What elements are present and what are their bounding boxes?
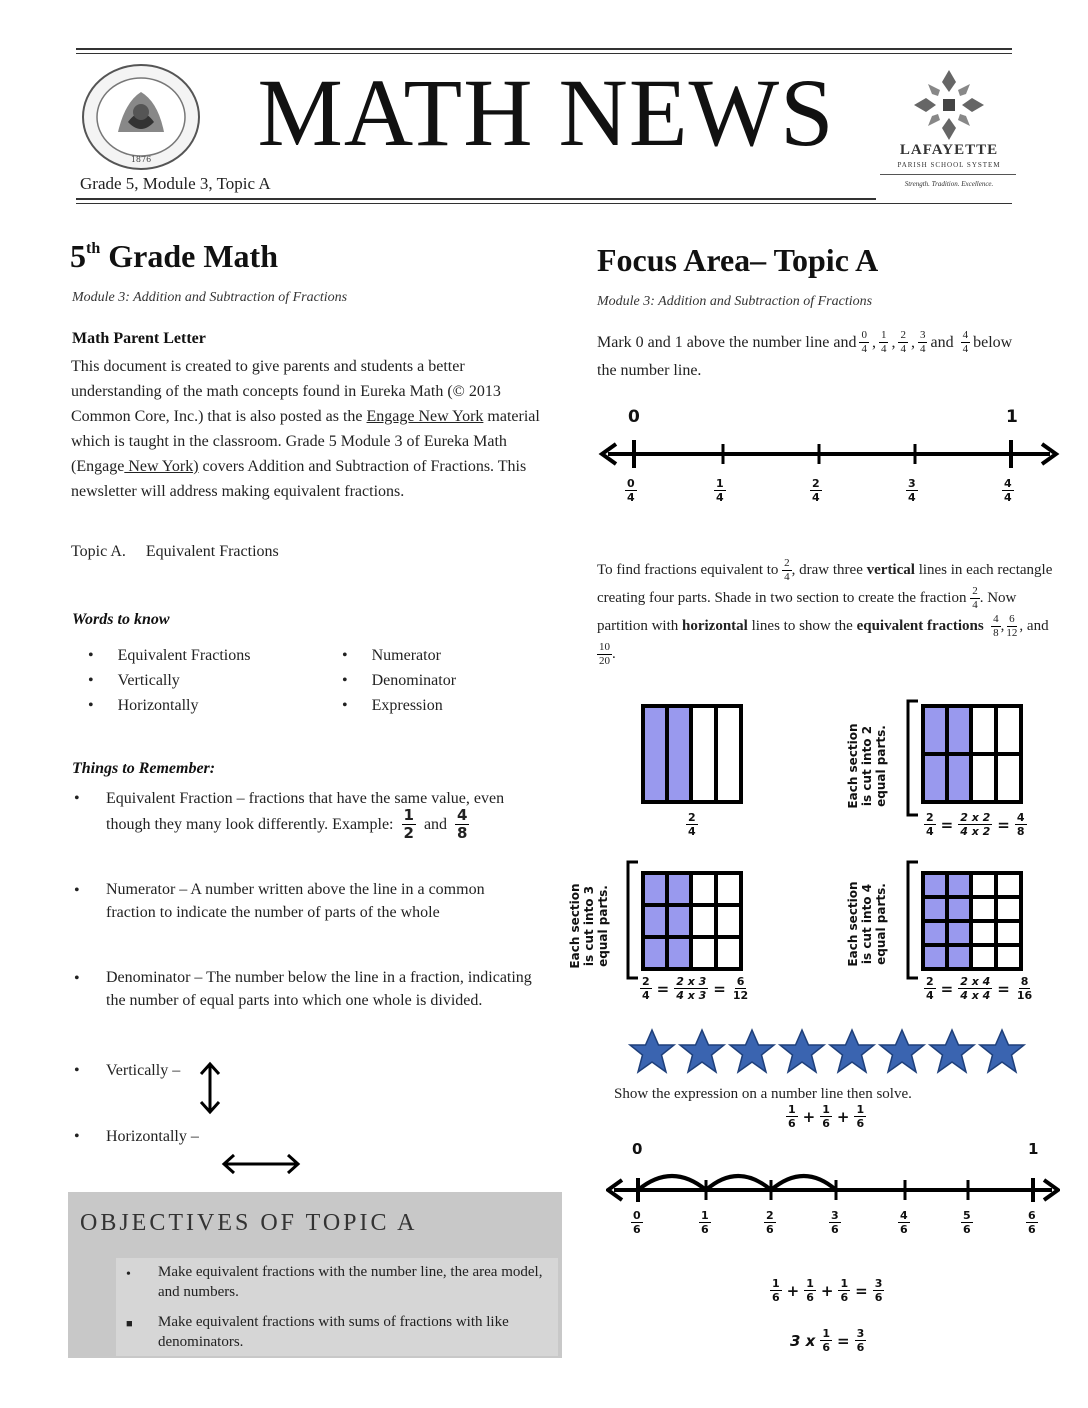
bullet-dot: •	[126, 1267, 131, 1282]
remember-1b: though they many look differently. Example: $\frac{1}{2}$ and $\frac{4}{8}$	[106, 806, 468, 842]
bullet-dot: •	[74, 1062, 80, 1079]
words-list-1	[88, 643, 250, 718]
top-rule-2	[76, 53, 1012, 54]
star-icon	[630, 1030, 674, 1072]
stars-divider	[628, 1028, 1028, 1074]
numberline1-label: $\frac{3}{4}$	[908, 477, 916, 504]
example-fraction-2: $\frac{4}{8}$	[457, 806, 468, 842]
numberline2-label: $\frac{6}{6}$	[1028, 1209, 1036, 1236]
left-heading-sup: th	[86, 240, 101, 257]
numberline1-label: $\frac{2}{4}$	[812, 477, 820, 504]
right-module: Module 3: Addition and Subtraction of Fractions	[597, 294, 873, 309]
left-heading-number: 5	[70, 238, 86, 274]
star-icon	[830, 1030, 874, 1072]
mark-instruction: Mark 0 and 1 above the number line and $\frac{0}{4}$ , $\frac{1}{4}$ , $\frac{2}{4}$ , $\frac{3}{4}$ and $\frac{4}{4}$ below	[597, 329, 1013, 355]
area-model-2-4	[640, 703, 744, 805]
star-icon	[780, 1030, 824, 1072]
list-item: • Horizontally	[88, 697, 199, 714]
topic-line: Topic A. Equivalent Fractions	[71, 543, 279, 560]
star-icon	[930, 1030, 974, 1072]
star-icon	[680, 1030, 724, 1072]
list-item: • Expression	[342, 697, 443, 714]
objective-1: Make equivalent fractions with the number line, the area model, and numbers.	[158, 1264, 543, 1300]
numberline2-label: $\frac{3}{6}$	[831, 1209, 839, 1236]
letter-p3: covers Addition and Subtraction of Fractions. This newsletter will address making equivalent fractions.	[71, 458, 527, 500]
svg-text:1876: 1876	[130, 155, 152, 164]
objectives-title: OBJECTIVES OF TOPIC A	[80, 1210, 418, 1236]
list-item: • Denominator	[342, 672, 457, 689]
numberline1-label: $\frac{4}{4}$	[1004, 477, 1012, 504]
engage-link-2[interactable]: New York)	[124, 458, 199, 475]
remember-2: Numerator – A number written above the line in a common fraction to indicate the number of parts of the whole	[106, 881, 485, 921]
vermilion-seal-logo	[80, 62, 202, 172]
remember-1a: Equivalent Fraction – fractions that have the same value, even	[106, 790, 505, 807]
numberline2-one: 1	[1028, 1140, 1039, 1158]
bullet-dot: •	[74, 970, 80, 987]
area-model-6-12	[640, 870, 744, 972]
side-label-4: Each section is cut into 4 equal parts.	[846, 881, 888, 967]
area-model-8-16	[920, 870, 1024, 972]
side-label-2: Each section is cut into 2 equal parts.	[846, 723, 888, 809]
numberline1-zero: 0	[628, 407, 640, 427]
example-fraction-1: $\frac{1}{2}$	[403, 806, 414, 842]
equation-4: $\frac{2}{4}$ = $\frac{2 x 4}{4 x 4}$ = $\frac{8}{16}$	[926, 975, 1033, 1002]
letter-p2: material which is taught in the classroom. Grade 5 Module 3 of Eureka Math (Engage	[71, 408, 540, 475]
letter-title: Math Parent Letter	[72, 330, 206, 347]
vertical-arrow-icon	[198, 1060, 222, 1116]
horizontal-arrow-icon	[220, 1152, 302, 1176]
show-instruction: Show the expression on a number line then solve.	[614, 1086, 912, 1102]
multiplication-equation: 3 x $\frac{1}{6}$ = $\frac{3}{6}$	[790, 1327, 865, 1354]
bullet-dot: •	[74, 790, 80, 807]
star-icon	[730, 1030, 774, 1072]
star-icon	[980, 1030, 1024, 1072]
numberline2-label: $\frac{5}{6}$	[963, 1209, 971, 1236]
words-list-2	[342, 643, 456, 718]
area-model-caption: $\frac{2}{4}$	[688, 811, 696, 838]
area-model-4-8	[920, 703, 1024, 805]
left-heading	[70, 238, 278, 275]
numberline2-label: $\frac{4}{6}$	[900, 1209, 908, 1236]
equation-2: $\frac{2}{4}$ = $\frac{2 x 2}{4 x 2}$ = $\frac{4}{8}$	[926, 811, 1025, 838]
masthead-bottom-rule	[76, 198, 876, 200]
bullet-dot: •	[74, 882, 80, 899]
numberline2-zero: 0	[632, 1140, 643, 1158]
square-bullet-icon: ■	[126, 1318, 133, 1330]
numberline2-label: $\frac{0}{6}$	[633, 1209, 641, 1236]
bracket-icon	[904, 699, 920, 817]
letter-p1: This document is created to give parents and students a better understanding of the math concepts found in Eureka Math (© 2013 Common Core, Inc.) that is also posted as the	[71, 358, 501, 425]
numberline-1	[598, 432, 1060, 476]
letter-body	[71, 354, 541, 504]
objective-2: Make equivalent fractions with sums of fractions with like denominators.	[158, 1314, 509, 1350]
side-label-3: Each section is cut into 3 equal parts.	[568, 883, 610, 969]
left-heading-rest: Grade Math	[108, 238, 278, 274]
engage-link-1[interactable]: Engage New York	[366, 408, 484, 425]
remember-5: Horizontally –	[106, 1128, 199, 1145]
numberline1-label: $\frac{0}{4}$	[627, 477, 635, 504]
left-module: Module 3: Addition and Subtraction of Fractions	[72, 290, 348, 305]
masthead-title: MATH NEWS	[257, 59, 835, 166]
right-heading: Focus Area– Topic A	[597, 242, 879, 278]
bullet-dot: •	[74, 1128, 80, 1145]
lafayette-tagline: Strength. Tradition. Excellence.	[904, 180, 994, 188]
lafayette-sub: PARISH SCHOOL SYSTEM	[897, 161, 1001, 169]
lafayette-cross-logo	[912, 68, 986, 142]
words-title: Words to know	[72, 611, 170, 628]
masthead-bottom-rule-2	[76, 203, 1012, 204]
list-item: • Equivalent Fractions	[88, 647, 251, 664]
numberline-2	[606, 1158, 1060, 1208]
numberline1-label: $\frac{1}{4}$	[716, 477, 724, 504]
list-item: • Numerator	[342, 647, 441, 664]
numberline1-one: 1	[1006, 407, 1018, 427]
numberline2-label: $\frac{1}{6}$	[701, 1209, 709, 1236]
lafayette-name: LAFAYETTE	[899, 142, 999, 158]
remember-title: Things to Remember:	[72, 760, 216, 777]
lafayette-rule	[880, 174, 1016, 175]
remember-4: Vertically –	[106, 1062, 181, 1079]
sum-equation: $\frac{1}{6}$ + $\frac{1}{6}$ + $\frac{1}{6}$ = $\frac{3}{6}$	[772, 1277, 883, 1304]
equation-3: $\frac{2}{4}$ = $\frac{2 x 3}{4 x 3}$ = $\frac{6}{12}$	[642, 975, 749, 1002]
masthead-subtitle: Grade 5, Module 3, Topic A	[80, 174, 271, 193]
bracket-icon	[904, 860, 920, 980]
star-icon	[880, 1030, 924, 1072]
remember-3: Denominator – The number below the line in a fraction, indicating the number of equal parts into which one whole is divided.	[106, 969, 532, 1009]
list-item: • Vertically	[88, 672, 180, 689]
top-rule	[76, 48, 1012, 50]
expression-top: $\frac{1}{6}$ + $\frac{1}{6}$ + $\frac{1}{6}$	[788, 1103, 865, 1130]
bracket-icon	[624, 860, 640, 980]
numberline2-label: $\frac{2}{6}$	[766, 1209, 774, 1236]
mark-instruction-2: the number line.	[597, 362, 702, 379]
find-instruction: To find fractions equivalent to $\frac{2}{4}$ , draw three vertical lines in each rectangle creating four parts. Shade in two section to create the fraction $\frac{2}{4}$ . Now partition with horizontal lines to show the equivalent fractions $\frac{4}{8}$ , $\frac{6}{12}$ , and $\frac{10}{20}$ .	[597, 557, 1053, 668]
